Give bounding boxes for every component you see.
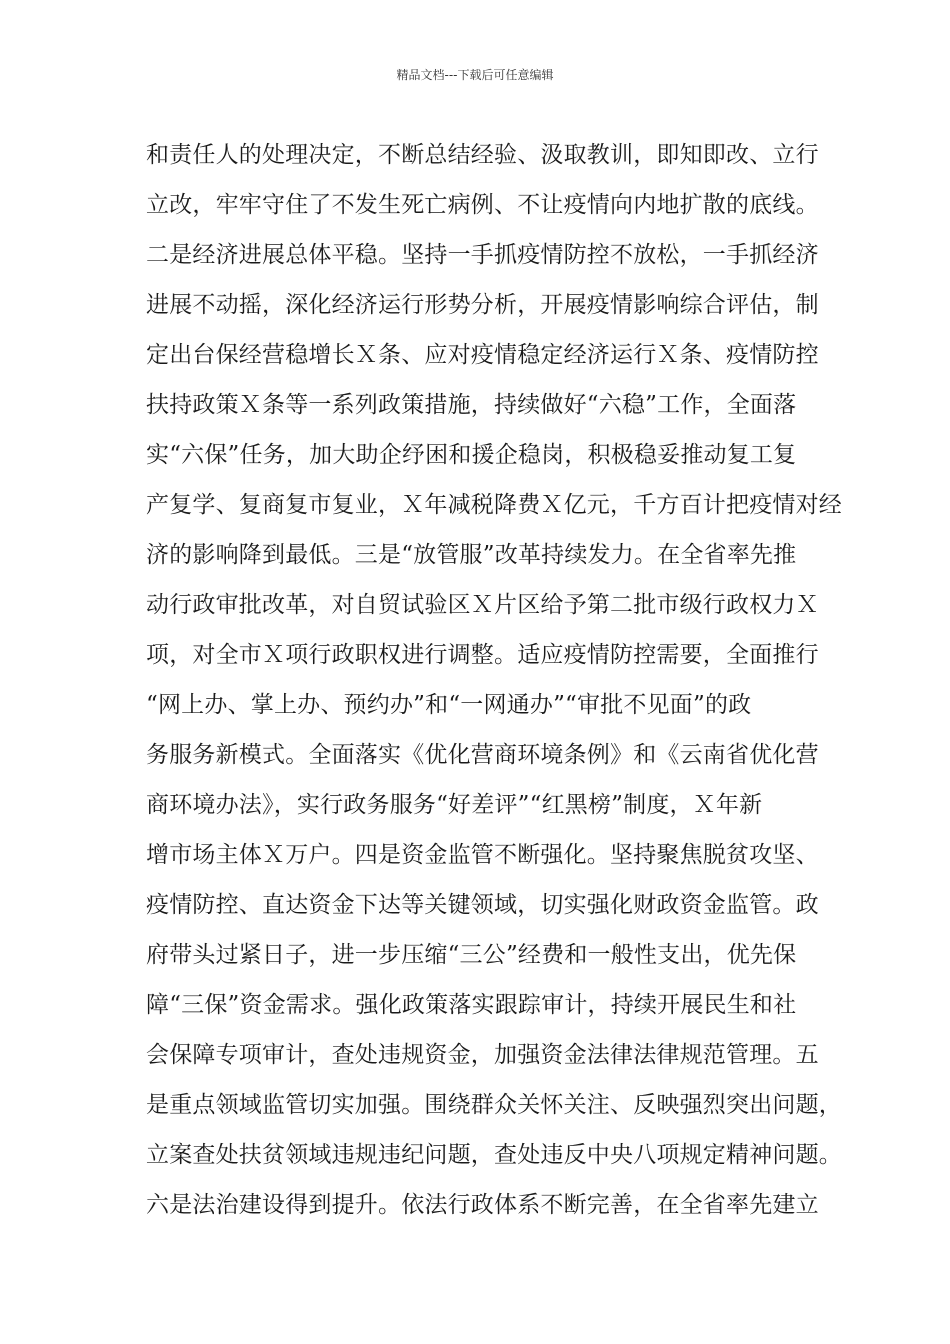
text-line: “网上办、掌上办、预约办”和“一网通办”“审批不见面”的政 bbox=[146, 692, 752, 718]
body-text bbox=[146, 130, 842, 1230]
text-line: 务服务新模式。全面落实《优化营商环境条例》和《云南省优化营 bbox=[146, 742, 819, 768]
page-header: 精品文档---下载后可任意编辑 bbox=[396, 68, 554, 82]
text-line: 会保障专项审计，查处违规资金，加强资金法律法律规范管理。五 bbox=[146, 1042, 819, 1068]
text-line: 障“三保”资金需求。强化政策落实跟踪审计，持续开展民生和社 bbox=[146, 992, 797, 1018]
text-line: 项，对全市Ｘ项行政职权进行调整。适应疫情防控需要，全面推行 bbox=[146, 642, 819, 668]
text-line: 是重点领域监管切实加强。围绕群众关怀关注、反映强烈突出问题， bbox=[146, 1092, 842, 1118]
text-line: 定出台保经营稳增长Ｘ条、应对疫情稳定经济运行Ｘ条、疫情防控 bbox=[146, 342, 819, 368]
text-line: 和责任人的处理决定，不断总结经验、汲取教训，即知即改、立行 bbox=[146, 142, 819, 168]
text-line: 疫情防控、直达资金下达等关键领域，切实强化财政资金监管。政 bbox=[146, 892, 819, 918]
text-line: 动行政审批改革，对自贸试验区Ｘ片区给予第二批市级行政权力Ｘ bbox=[146, 592, 819, 618]
text-line: 立改，牢牢守住了不发生死亡病例、不让疫情向内地扩散的底线。 bbox=[146, 192, 819, 218]
text-line: 扶持政策Ｘ条等一系列政策措施，持续做好“六稳”工作，全面落 bbox=[146, 392, 797, 418]
text-line: 增市场主体Ｘ万户。四是资金监管不断强化。坚持聚焦脱贫攻坚、 bbox=[146, 842, 819, 868]
text-line: 济的影响降到最低。三是“放管服”改革持续发力。在全省率先推 bbox=[146, 542, 797, 568]
text-line: 商环境办法》，实行政务服务“好差评”“红黑榜”制度，Ｘ年新 bbox=[146, 792, 763, 818]
text-line: 进展不动摇，深化经济运行形势分析，开展疫情影响综合评估，制 bbox=[146, 292, 819, 318]
text-line: 实“六保”任务，加大助企纾困和援企稳岗，积极稳妥推动复工复 bbox=[146, 442, 797, 468]
text-line: 立案查处扶贫领域违规违纪问题，查处违反中央八项规定精神问题。 bbox=[146, 1142, 842, 1168]
text-line: 府带头过紧日子，进一步压缩“三公”经费和一般性支出，优先保 bbox=[146, 942, 797, 968]
text-line: 产复学、复商复市复业，Ｘ年减税降费Ｘ亿元，千方百计把疫情对经 bbox=[146, 492, 842, 518]
text-line: 二是经济进展总体平稳。坚持一手抓疫情防控不放松，一手抓经济 bbox=[146, 242, 819, 268]
text-line: 六是法治建设得到提升。依法行政体系不断完善，在全省率先建立 bbox=[146, 1192, 819, 1218]
